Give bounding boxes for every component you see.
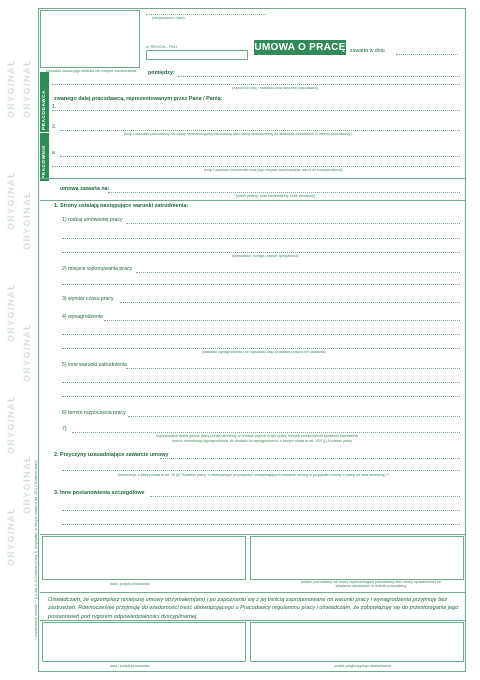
section3-line-1[interactable] bbox=[150, 496, 460, 497]
a-label: a bbox=[52, 150, 55, 156]
employee-statement: Oświadczam, że egzemplarz niniejszej umowy otrzymałem(am) i po zapoznaniu się z jej treścią zaproponowane mi warunki pracy i wynagrodzenia przyjmuję bez zastrzeżeń. Równocześnie przyjmuję do wiadomości treść obowiązującego u Pracodawcy regulaminu pracy i oświadczam, że zobowiązuję się do przestrzegania jego postanowień pod rygorem odpowiedzialności dyscyplinarnej. bbox=[48, 597, 459, 620]
item2-label: 2) miejsce wykonywania pracy bbox=[62, 266, 133, 272]
side-tab-pracownik: PRACOWNIK bbox=[40, 133, 49, 181]
item4-line-1[interactable] bbox=[104, 320, 460, 321]
statement-divider bbox=[40, 592, 466, 593]
watermark-original-2: ORYGINAŁ bbox=[6, 170, 16, 230]
item1-line-3[interactable] bbox=[62, 252, 460, 253]
employer-signature-box[interactable] bbox=[250, 536, 464, 580]
hr-sig-caption: podpis przyjmującego oświadczenie bbox=[334, 664, 392, 668]
section2-line-2[interactable] bbox=[62, 470, 460, 471]
watermark-original-8: ORYGINAŁ bbox=[22, 322, 32, 382]
contract-date-line[interactable] bbox=[396, 54, 458, 55]
item4-line-2[interactable] bbox=[62, 334, 460, 335]
watermark-original-5: ORYGINAŁ bbox=[6, 506, 16, 566]
item5-label: 5) inne warunki zatrudnienia bbox=[62, 362, 127, 368]
item4-caption: (składniki wynagrodzenia i ich wysokość oraz podstawa prawna ich ustalenia) bbox=[202, 350, 326, 354]
item7-line[interactable] bbox=[72, 432, 460, 433]
item1-line-1[interactable] bbox=[126, 223, 460, 224]
employee-final-sig-caption: data i podpis pracownika bbox=[110, 664, 150, 668]
section3-line-2[interactable] bbox=[62, 510, 460, 511]
rep-number-1: 1. bbox=[52, 104, 57, 110]
item7-caption-1: dopuszczalna liczba godzin pracy ponad określony w umowie wymiar czasu pracy, których przekroczenie uprawnia pracownika, bbox=[156, 434, 359, 438]
contract-type-caption: (okres próbny, czas nieokreślony, czas określony) bbox=[236, 194, 315, 198]
document-title: UMOWA O PRACĘ bbox=[254, 42, 346, 53]
section2-line-1[interactable] bbox=[160, 458, 460, 459]
employer-name-line-2[interactable] bbox=[52, 84, 460, 85]
watermark-original-3: ORYGINAŁ bbox=[6, 282, 16, 342]
employee-caption: (imię i nazwisko pracownika oraz jego miejsce zamieszkania, adres do korespondencji) bbox=[204, 168, 343, 172]
watermark-original-4: ORYGINAŁ bbox=[6, 394, 16, 454]
item4-label: 4) wynagrodzenie bbox=[62, 314, 103, 320]
section1-heading: 1. Strony ustalają następujące warunki zatrudnienia: bbox=[54, 203, 189, 209]
side-tab-pracodawca: PRACODAWCA bbox=[40, 72, 49, 132]
employee-final-signature-box[interactable] bbox=[42, 622, 246, 662]
representative-line-2[interactable] bbox=[60, 130, 460, 131]
item1-line-2[interactable] bbox=[62, 238, 460, 239]
hr-signature-box[interactable] bbox=[250, 622, 464, 662]
item1-caption: (stanowisko, funkcja, zawód, specjalność) bbox=[232, 254, 299, 258]
regon-field[interactable] bbox=[146, 50, 248, 60]
zwanego-label: zwanego dalej pracodawcą, reprezentowanym przez Pana / Panią: bbox=[54, 96, 223, 102]
header-divider bbox=[40, 178, 466, 179]
place-date-caption: (miejscowość i data) bbox=[152, 16, 185, 20]
item5-line-1[interactable] bbox=[126, 368, 460, 369]
section1-divider bbox=[40, 200, 466, 201]
watermark-original-9: ORYGINAŁ bbox=[22, 454, 32, 514]
representative-caption: (imię i nazwisko pracodawcy lub osoby reprezentującej pracodawcę albo osoby upoważnionej do składania oświadczeń w imieniu pracodawcy) bbox=[124, 132, 352, 136]
employee-signature-box[interactable] bbox=[42, 536, 246, 580]
representative-line-1[interactable] bbox=[52, 110, 460, 111]
zawarta-label: zawarta w dniu bbox=[350, 48, 385, 54]
section2-caption: (informacja, o której mowa w art. 29 §1¹ Kodeksu pracy, o obiektywnych przyczynach uzasadniających zawarcie umowy w przypadku umowy o pracę na czas określony) ** bbox=[118, 473, 390, 477]
item3-label: 3) wymiar czasu pracy bbox=[62, 296, 114, 302]
employer-caption: (nazwa lub imię i nazwisko oraz siedziba pracodawcy) bbox=[232, 86, 319, 90]
item5-line-2[interactable] bbox=[62, 382, 460, 383]
item6-label: 6) termin rozpoczęcia pracy bbox=[62, 410, 126, 416]
watermark-original-7: ORYGINAŁ bbox=[22, 190, 32, 250]
watermark-original-6: ORYGINAŁ bbox=[22, 58, 32, 118]
item7-caption-2: oprócz normalnego wynagrodzenia, do dodatku do wynagrodzenia, o którym mowa w art. 151¹ §1 Kodeksu pracy bbox=[172, 439, 352, 443]
umowa-zawarta-label: umowa zawarta na: bbox=[60, 186, 110, 192]
section3-heading: 3. Inne postanowienia szczegółowe bbox=[54, 490, 145, 496]
watermark-original-1: ORYGINAŁ bbox=[6, 58, 16, 118]
final-divider bbox=[40, 620, 466, 621]
signature-divider bbox=[40, 534, 466, 535]
employer-sig-caption: podpis pracodawcy lub osoby reprezentującej pracodawcę albo osoby upoważnionej do składania oświadczeń w imieniu pracodawcy bbox=[301, 580, 441, 589]
item5-line-3[interactable] bbox=[62, 396, 460, 397]
item2-line-1[interactable] bbox=[136, 272, 460, 273]
contract-type-line[interactable] bbox=[108, 192, 460, 193]
regon-label: nr REGON - PKD bbox=[146, 44, 178, 49]
section2-heading: 2. Przyczyny uzasadniające zawarcie umowy bbox=[54, 452, 169, 458]
employer-stamp-box[interactable] bbox=[40, 10, 140, 68]
rep-number-2: 2. bbox=[52, 124, 57, 130]
employee-sig-caption: data i podpis pracownika bbox=[110, 582, 150, 586]
item6-line[interactable] bbox=[128, 416, 460, 417]
place-date-line[interactable] bbox=[146, 14, 266, 15]
employee-line-2[interactable] bbox=[52, 166, 460, 167]
employer-name-line-1[interactable] bbox=[178, 76, 460, 77]
item4-line-3[interactable] bbox=[62, 348, 460, 349]
item2-line-2[interactable] bbox=[62, 284, 460, 285]
item1-label: 1) rodzaj umówionej pracy bbox=[62, 217, 123, 223]
stamp-caption: pieczątka nazwa jego siedziba lub miejsce zamieszkania bbox=[46, 69, 137, 73]
item7-label: 7) bbox=[62, 426, 67, 432]
item3-line[interactable] bbox=[120, 302, 460, 303]
section3-line-3[interactable] bbox=[62, 524, 460, 525]
pomiedzy-label: pomiędzy: bbox=[148, 70, 175, 76]
side-footnote: * niepotrzebne skreślić ** § 2 ust. 3 i 4 Kodeksu pracy, tj. przypadku, w którym mowa w art. 25 § 2 Kodeksu pracy bbox=[34, 460, 38, 640]
employee-line-1[interactable] bbox=[60, 156, 460, 157]
